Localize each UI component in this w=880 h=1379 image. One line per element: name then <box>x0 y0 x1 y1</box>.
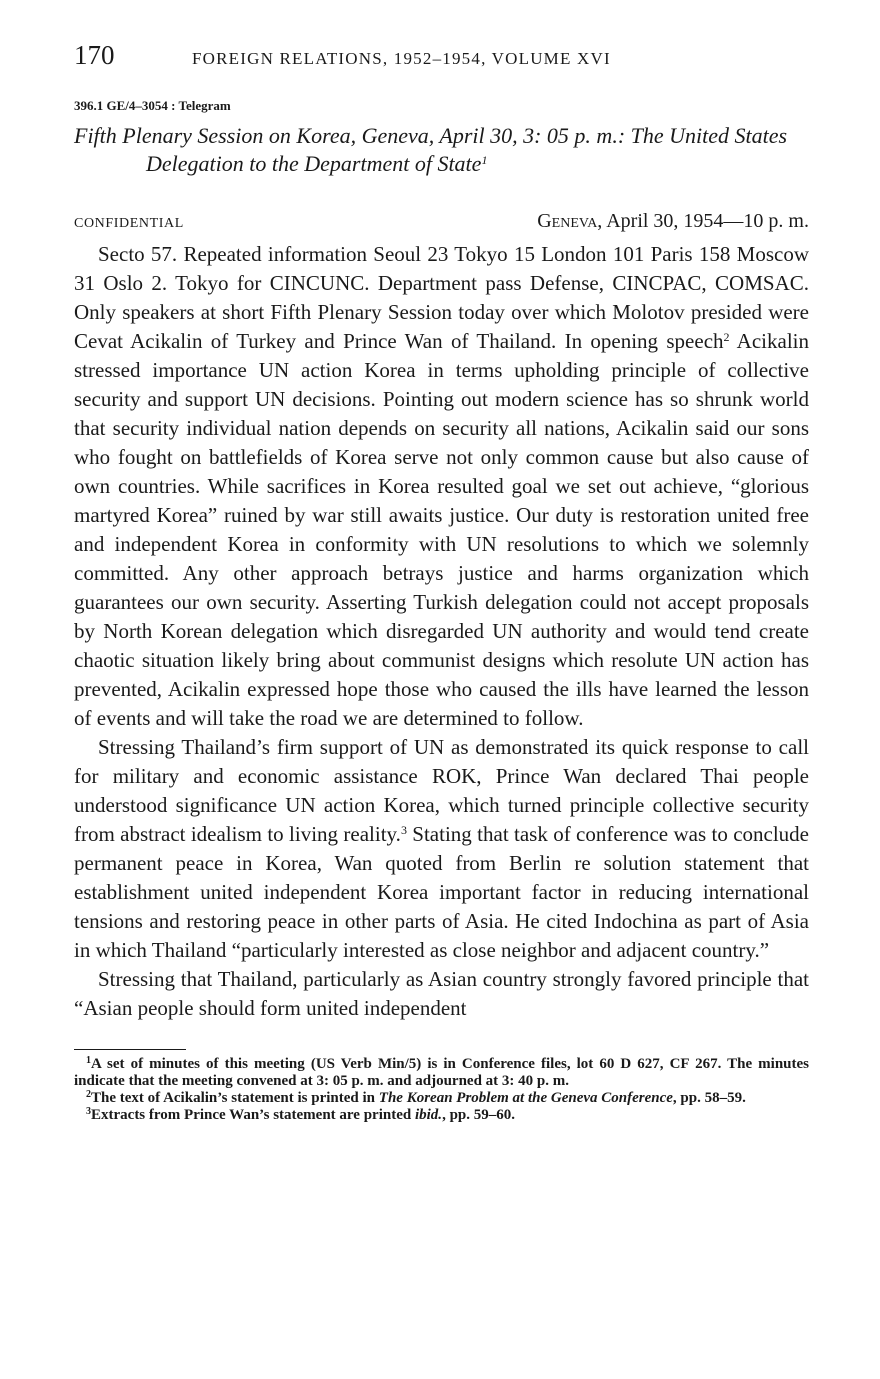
footnote-3-text-a: Extracts from Prince Wan’s statement are printed <box>91 1107 415 1123</box>
body-paragraph-3 <box>74 965 809 1023</box>
body-paragraph-1 <box>74 240 809 733</box>
page-number: 170 <box>74 40 115 70</box>
running-title: FOREIGN RELATIONS, 1952–1954, VOLUME XVI <box>192 49 611 68</box>
footnote-3-text-b: , pp. 59–60. <box>442 1107 515 1123</box>
footnote-1-text: A set of minutes of this meeting (US Verb Min/5) is in Conference files, lot 60 D 627, CF 267. The minutes indicate that the meeting convened at 3: 05 p. m. and adjourned at 3: 40 p. m. <box>74 1056 809 1089</box>
document-page <box>74 40 809 1124</box>
running-head <box>74 40 809 84</box>
dateline <box>74 210 809 238</box>
footnote-2-publication-title: The Korean Problem at the Geneva Conference <box>378 1090 673 1106</box>
footnote-divider <box>74 1049 186 1050</box>
footnote-ref-3: 3 <box>400 823 407 837</box>
footnote-3-ibid: ibid. <box>414 1107 443 1123</box>
paragraph-2-text-b: Stating that task of conference was to conclude permanent peace in Korea, Wan quoted from Berlin re solution statement that establishment united independent Korea important factor in reducing international tensions and restoring peace in other parts of Asia. He cited Indochina as part of Asia in which Thailand “particularly interested as close neighbor and adjacent country.” <box>74 822 809 962</box>
footnote-3 <box>74 1107 809 1124</box>
body-paragraph-2 <box>74 733 809 965</box>
footnote-2 <box>74 1090 809 1107</box>
place-date <box>537 210 809 233</box>
footnote-2-text-a: The text of Acikalin’s statement is printed in <box>91 1090 379 1106</box>
paragraph-1-text-a: Secto 57. Repeated information Seoul 23 Tokyo 15 London 101 Paris 158 Moscow 31 Oslo 2. Tokyo for CINCUNC. Department pass Defense, CINCPAC, COMSAC. Only speakers at short Fifth Plenary Session today over which Molotov presided were Cevat Acikalin of Turkey and Prince Wan of Thailand. In opening speech <box>74 242 809 353</box>
paragraph-1-text-b: Acikalin stressed importance UN action Korea in terms upholding principle of collective security and support UN decisions. Pointing out modern science has so shrunk world that security individual nation depends on security all nations, Acikalin said our sons who fought on battlefields of Korea serve not only common cause but also cause of own countries. While sacrifices in Korea resulted goal we set out achieve, “glorious martyred Korea” ruined by war still awaits justice. Our duty is restoration united free and independent Korea in conformity with UN resolutions to which we solemnly committed. Any other approach betrays justice and harms organization which guarantees our own security. Asserting Turkish delegation could not accept proposals by North Korean delegation which disregarded UN authority and would tend create chaotic situation likely bring about communist designs which resolute UN action has prevented, Acikalin expressed hope those who caused the ills have learned the lesson of events and will take the road we are determined to follow. <box>74 329 809 730</box>
paragraph-2-text-a: Stressing Thailand’s firm support of UN as demonstrated its quick response to call for military and economic assistance ROK, Prince Wan declared Thai people understood significance UN action Korea, which turned principle collective security from abstract idealism to living reality. <box>74 735 809 846</box>
footnote-2-text-b: , pp. 58–59. <box>672 1090 746 1106</box>
document-title-text: Fifth Plenary Session on Korea, Geneva, April 30, 3: 05 p. m.: The United States Delegation to the Department of State <box>74 123 788 176</box>
footnote-1 <box>74 1056 809 1090</box>
footnote-3-marker: 3 <box>86 1106 91 1117</box>
footnote-1-marker: 1 <box>86 1055 91 1066</box>
title-footnote-ref: 1 <box>481 153 488 167</box>
footnote-ref-2: 2 <box>723 330 730 344</box>
place: Geneva, <box>537 210 603 232</box>
date: April 30, 1954—10 p. m. <box>606 210 809 232</box>
footnote-2-marker: 2 <box>86 1089 91 1100</box>
document-title <box>74 122 809 178</box>
classification-label: CONFIDENTIAL <box>74 216 184 231</box>
file-number: 396.1 GE/4–3054 : Telegram <box>74 98 231 113</box>
paragraph-3-text: Stressing that Thailand, particularly as Asian country strongly favored principle that “Asian people should form united independent <box>74 967 809 1020</box>
